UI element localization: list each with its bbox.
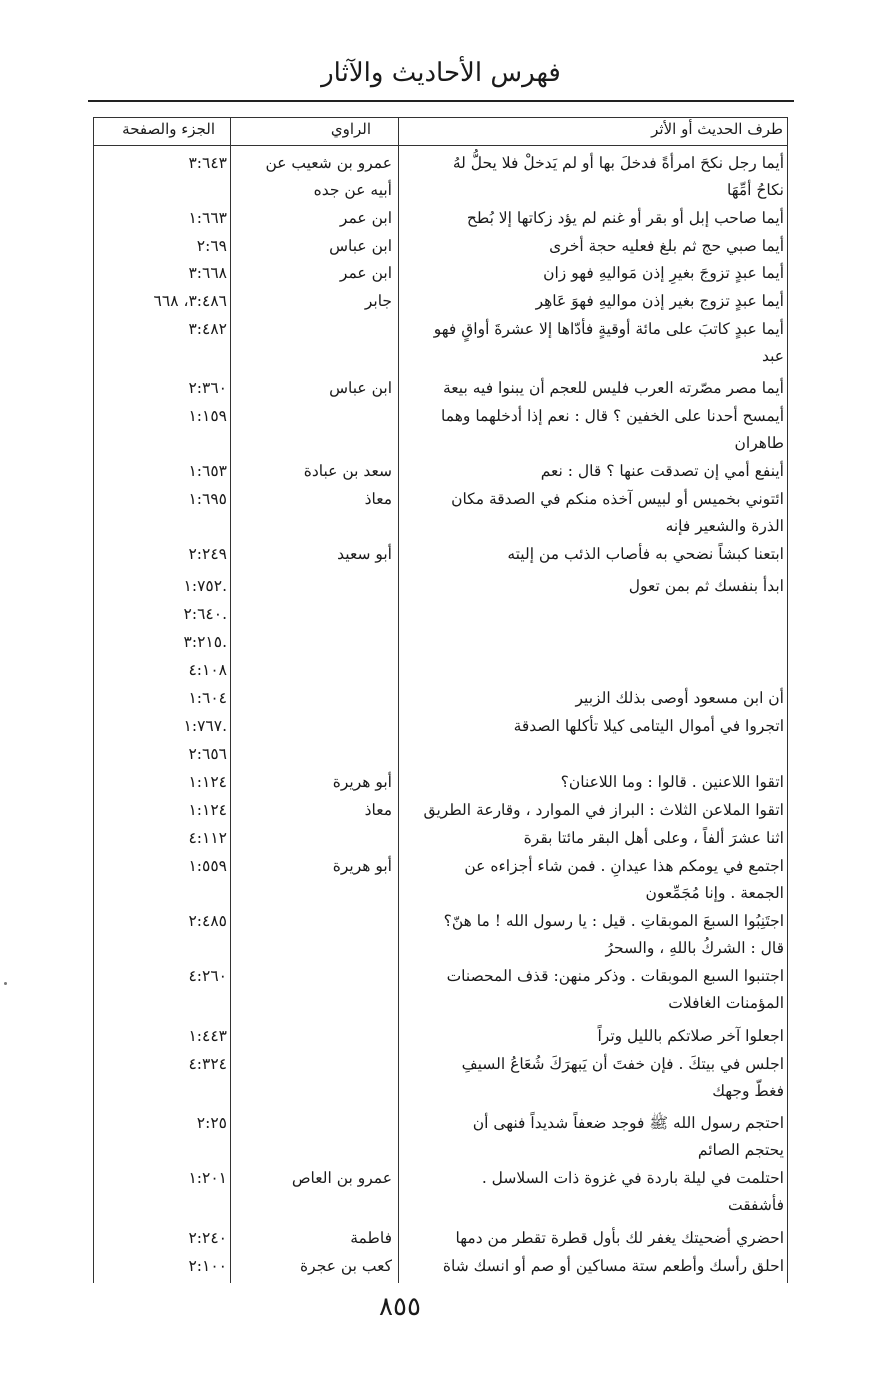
volume-page-ref: [95, 150, 227, 177]
hadith-text: أيما عبدٍ كاتبَ على مائة أوقيةٍ فأدّاها إلا عشرةَ أواقٍ فهو: [433, 320, 784, 338]
hadith-text: ائتوني بخميس أو لبيس آخذه منكم في الصدقة مكان: [451, 490, 784, 508]
hadith-text: أن ابن مسعود أوصى بذلك الزبير: [575, 689, 784, 707]
table-top-border: [93, 117, 787, 118]
volume-page-ref: [95, 908, 227, 935]
hadith-text: اجتنبوا السبع الموبقات . وذكر منهن: قذف المحصنات: [446, 967, 784, 985]
ref-value: ٣:٤٨٢: [188, 320, 227, 338]
hadith-text: عبد: [761, 347, 784, 365]
ref-value: ٤:٢٦٠: [188, 967, 227, 985]
volume-page-ref: [95, 1253, 227, 1280]
volume-page-ref: [95, 233, 227, 260]
rawi-name: ابن عباس: [329, 237, 392, 255]
rawi-name: عمرو بن شعيب عن: [265, 154, 392, 172]
volume-page-ref: [95, 458, 227, 485]
hadith-text: نكاحُ أمِّهَا: [726, 181, 784, 199]
volume-page-ref: [95, 769, 227, 796]
ref-value: ١:٥٥٩: [188, 857, 227, 875]
hadith-text: اتقوا اللاعنين . قالوا : وما اللاعنان؟: [560, 773, 784, 791]
volume-page-ref: [95, 316, 227, 343]
volume-page-ref: [95, 1165, 227, 1192]
ref-value: ٣:٢١٥.: [183, 633, 227, 651]
hadith-text: أينفع أمي إن تصدقت عنها ؟ قال : نعم: [540, 462, 784, 480]
ref-value: ٢:٤٨٥: [188, 912, 227, 930]
rawi-name: جابر: [364, 292, 392, 310]
page-number: ٨٥٥: [379, 1292, 421, 1322]
ref-value: ٢:٢٤٩: [188, 545, 227, 563]
ref-value: ١:١٢٤: [188, 773, 227, 791]
hadith-text: يحتجم الصائم: [697, 1141, 784, 1159]
rawi-name: أبيه عن جده: [313, 181, 392, 199]
volume-page-ref: [95, 260, 227, 287]
rawi-name: كعب بن عجرة: [300, 1257, 392, 1275]
volume-page-ref: [95, 685, 227, 712]
header-rule: [88, 100, 794, 102]
volume-page-ref: [95, 1225, 227, 1252]
hadith-text: الذرة والشعير فإنه: [665, 517, 784, 535]
volume-page-ref: [95, 205, 227, 232]
rawi-name: ابن عمر: [339, 264, 392, 282]
volume-page-ref: [95, 963, 227, 990]
hadith-text: الجمعة . وإنا مُجَمِّعون: [645, 884, 784, 902]
hadith-text: أيما عبدٍ تزوجَ بغيرِ إذن مَواليهِ فهو زان: [543, 264, 784, 282]
hadith-text: أيما عبدٍ تزوج بغير إذن مواليهِ فهوَ عَاهِر: [535, 292, 784, 310]
hadith-text: المؤمنات الغافلات: [668, 994, 784, 1012]
hadith-text: احلق رأسك وأطعم ستة مساكين أو صم أو انسك شاة: [442, 1257, 784, 1275]
ref-value: ١:٦٠٤: [188, 689, 227, 707]
ref-value: ١:١٥٩: [188, 407, 227, 425]
hadith-text: احتلمت في ليلة باردة في غزوة ذات السلاسل .: [481, 1169, 784, 1187]
hadith-text: ابتعنا كبشاً نضحي به فأصاب الذئب من إليته: [507, 545, 784, 563]
ref-value: ١:٢٠١: [188, 1169, 227, 1187]
hadith-text: فغطّ وجهك: [712, 1082, 784, 1100]
header-rawi: الراوي: [330, 120, 371, 138]
volume-page-ref: [95, 288, 227, 315]
rawi-name: معاذ: [364, 490, 392, 508]
column-divider-rawi: [230, 117, 231, 1283]
rawi-name: عمرو بن العاص: [291, 1169, 392, 1187]
ref-value: ١:١٢٤: [188, 801, 227, 819]
rawi-name: أبو سعيد: [337, 545, 392, 563]
hadith-text: ابدأ بنفسك ثم بمن تعول: [628, 577, 784, 595]
hadith-text: أيمسح أحدنا على الخفين ؟ قال : نعم إذا أدخلهما وهما: [441, 407, 784, 425]
hadith-text: فأشفقت: [727, 1196, 784, 1214]
header-ref: الجزء والصفحة: [122, 120, 215, 138]
ref-value: ٢:١٠٠: [188, 1257, 227, 1275]
ref-value: ١:٧٦٧.: [183, 717, 227, 735]
volume-page-ref: [95, 1051, 227, 1078]
margin-mark: [4, 982, 7, 985]
ref-value: ٤:١٠٨: [188, 661, 227, 679]
volume-page-ref: [95, 657, 227, 684]
ref-value: ٤:١١٢: [188, 829, 227, 847]
column-divider-hadith: [398, 117, 399, 1283]
volume-page-ref: [95, 825, 227, 852]
rawi-name: فاطمة: [350, 1229, 392, 1247]
volume-page-ref: [95, 713, 227, 740]
volume-page-ref: [95, 629, 227, 656]
rawi-name: أبو هريرة: [332, 857, 392, 875]
ref-value: ١:٦٥٣: [188, 462, 227, 480]
ref-value: ٢:٦٥٦: [188, 745, 227, 763]
hadith-text: قال : الشركُ باللهِ ، والسحرُ: [605, 939, 784, 957]
volume-page-ref: [95, 797, 227, 824]
ref-value: ١:٦٩٥: [188, 490, 227, 508]
rawi-name: ابن عمر: [339, 209, 392, 227]
volume-page-ref: [95, 573, 227, 600]
hadith-text: اجتَنِبُوا السبعَ الموبقاتِ . قيل : يا رسول الله ! ما هنّ؟: [443, 912, 784, 930]
volume-page-ref: [95, 486, 227, 513]
ref-value: ٢:٢٤٠: [188, 1229, 227, 1247]
header-hadith: طرف الحديث أو الأثر: [651, 120, 783, 138]
rawi-name: ابن عباس: [329, 379, 392, 397]
hadith-text: اثنا عشرَ ألفاً ، وعلى أهل البقر مائتا بقرة: [523, 829, 784, 847]
rawi-name: سعد بن عبادة: [303, 462, 392, 480]
ref-value: ٤:٣٢٤: [188, 1055, 227, 1073]
hadith-text: اتقوا الملاعن الثلاث : البراز في الموارد ، وقارعة الطريق: [423, 801, 784, 819]
table-header-divider: [93, 145, 787, 146]
hadith-text: طاهران: [734, 434, 784, 452]
ref-value: ٣:٦٦٨: [188, 264, 227, 282]
hadith-text: أيما مصر مصّرته العرب فليس للعجم أن يبنوا فيه بيعة: [443, 379, 784, 397]
volume-page-ref: [95, 853, 227, 880]
ref-value: ١:٦٦٣: [188, 209, 227, 227]
hadith-text: احتجم رسول الله ﷺ فوجد ضعفاً شديداً فنهى أن: [472, 1114, 784, 1132]
ref-value: ١:٧٥٢.: [183, 577, 227, 595]
table-left-border: [93, 117, 94, 1283]
ref-value: ٢:٢٥: [196, 1114, 227, 1132]
ref-value: ٣:٤٨٦، ٦٦٨: [153, 292, 227, 310]
ref-value: ١:٤٤٣: [188, 1027, 227, 1045]
volume-page-ref: [95, 1110, 227, 1137]
ref-value: ٣:٦٤٣: [188, 154, 227, 172]
rawi-name: معاذ: [364, 801, 392, 819]
ref-value: ٢:٣٦٠: [188, 379, 227, 397]
hadith-text: اجتمع في يومكم هذا عيدانِ . فمن شاء أجزاءه عن: [464, 857, 784, 875]
hadith-text: أيما صبي حج ثم بلغ فعليه حجة أخرى: [549, 237, 784, 255]
volume-page-ref: [95, 741, 227, 768]
volume-page-ref: [95, 375, 227, 402]
hadith-text: اجعلوا آخر صلاتكم بالليل وتراً: [597, 1027, 784, 1045]
hadith-text: أيما رجل نكحَ امرأةً فدخلَ بها أو لم يَدخلْ فلا يحلُّ لهُ: [452, 154, 784, 172]
volume-page-ref: [95, 403, 227, 430]
volume-page-ref: [95, 1023, 227, 1050]
hadith-text: اجلس في بيتكَ . فإن خفتَ أن يَبهرَكَ شُعَاعُ السيفِ: [461, 1055, 784, 1073]
hadith-text: أيما صاحب إبل أو بقر أو غنم لم يؤد زكاتها إلا بُطح: [466, 209, 784, 227]
rawi-name: أبو هريرة: [332, 773, 392, 791]
volume-page-ref: [95, 541, 227, 568]
ref-value: ٢:٦٤٠.: [183, 605, 227, 623]
ref-value: ٢:٦٩: [196, 237, 227, 255]
hadith-text: اتجروا في أموال اليتامى كيلا تأكلها الصدقة: [513, 717, 784, 735]
table-right-border: [787, 117, 788, 1283]
hadith-text: احضري أضحيتك يغفر لك بأول قطرة تقطر من دمها: [455, 1229, 784, 1247]
running-title: فهرس الأحاديث والآثار: [321, 58, 561, 88]
volume-page-ref: [95, 601, 227, 628]
